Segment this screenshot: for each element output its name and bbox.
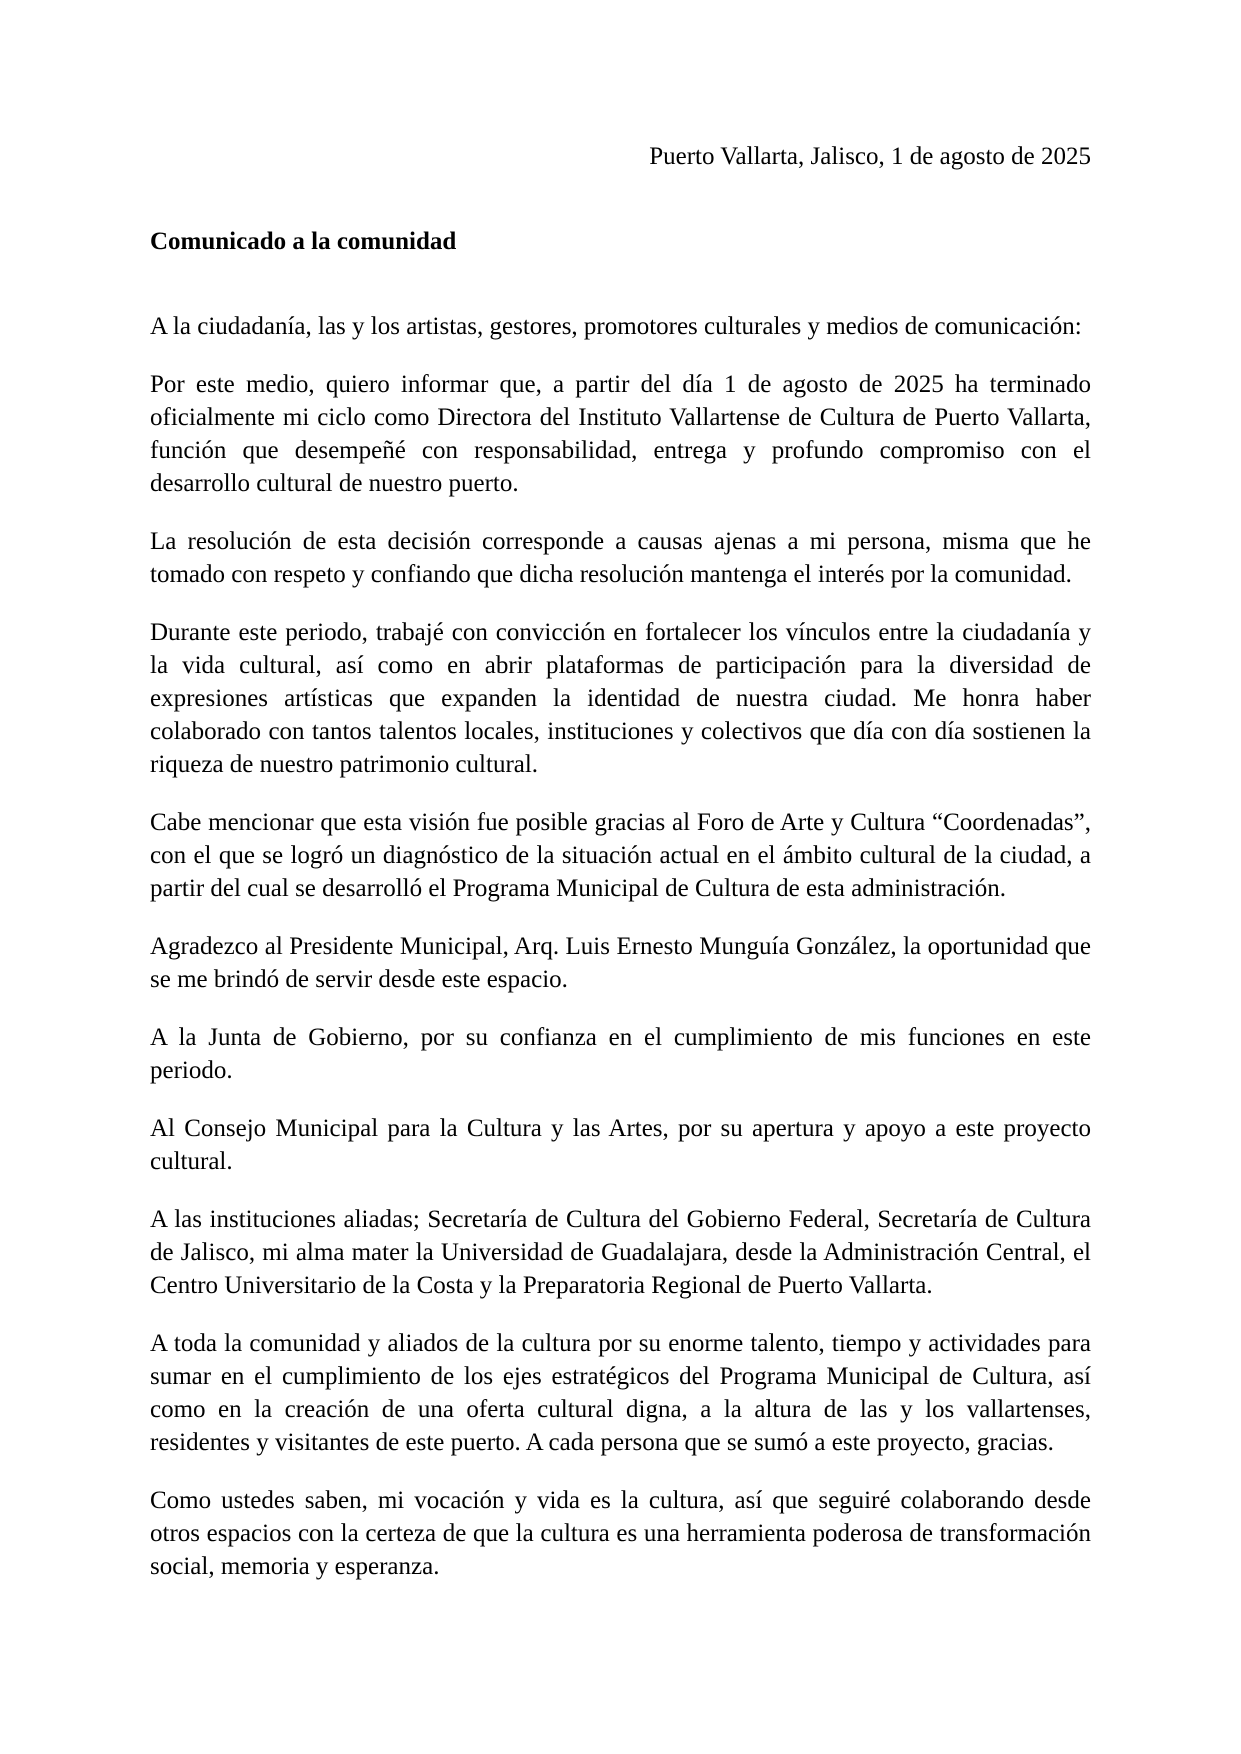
salutation: A la ciudadanía, las y los artistas, gestores, promotores culturales y medios de comunicación: (150, 313, 1082, 340)
date-line: Puerto Vallarta, Jalisco, 1 de agosto de 2025 (649, 143, 1091, 170)
body-paragraph: A las instituciones aliadas; Secretaría de Cultura del Gobierno Federal, Secretaría de Cultura de Jalisco, mi alma mater la Universidad de Guadalajara, desde la Administración Central, el Centro Universitario de la Costa y la Preparatoria Regional de Puerto Vallarta. (150, 1206, 1091, 1299)
body-paragraph: Al Consejo Municipal para la Cultura y las Artes, por su apertura y apoyo a este proyecto cultural. (150, 1115, 1091, 1175)
document-content (150, 140, 1091, 1583)
body-paragraph: Agradezco al Presidente Municipal, Arq. Luis Ernesto Munguía González, la oportunidad que se me brindó de servir desde este espacio. (150, 933, 1091, 993)
document-title: Comunicado a la comunidad (150, 228, 457, 255)
body-paragraph: Por este medio, quiero informar que, a partir del día 1 de agosto de 2025 ha terminado oficialmente mi ciclo como Directora del Instituto Vallartense de Cultura de Puerto Vallarta, función que desempeñé con responsabilidad, entrega y profundo compromiso con el desarrollo cultural de nuestro puerto. (150, 371, 1091, 497)
body-paragraph: A toda la comunidad y aliados de la cultura por su enorme talento, tiempo y actividades para sumar en el cumplimiento de los ejes estratégicos del Programa Municipal de Cultura, así como en la creación de una oferta cultural digna, a la altura de las y los vallartenses, residentes y visitantes de este puerto. A cada persona que se sumó a este proyecto, gracias. (150, 1330, 1091, 1456)
body-paragraph: Como ustedes saben, mi vocación y vida es la cultura, así que seguiré colaborando desde otros espacios con la certeza de que la cultura es una herramienta poderosa de transformación social, memoria y esperanza. (150, 1487, 1091, 1580)
body-paragraph: La resolución de esta decisión corresponde a causas ajenas a mi persona, misma que he tomado con respeto y confiando que dicha resolución mantenga el interés por la comunidad. (150, 528, 1091, 588)
body-paragraph: A la Junta de Gobierno, por su confianza en el cumplimiento de mis funciones en este periodo. (150, 1024, 1091, 1084)
body-paragraph: Durante este periodo, trabajé con convicción en fortalecer los vínculos entre la ciudadanía y la vida cultural, así como en abrir plataformas de participación para la diversidad de expresiones artísticas que expanden la identidad de nuestra ciudad. Me honra haber colaborado con tantos talentos locales, instituciones y colectivos que día con día sostienen la riqueza de nuestro patrimonio cultural. (150, 619, 1091, 778)
body-paragraph: Cabe mencionar que esta visión fue posible gracias al Foro de Arte y Cultura “Coordenadas”, con el que se logró un diagnóstico de la situación actual en el ámbito cultural de la ciudad, a partir del cual se desarrolló el Programa Municipal de Cultura de esta administración. (150, 809, 1091, 902)
